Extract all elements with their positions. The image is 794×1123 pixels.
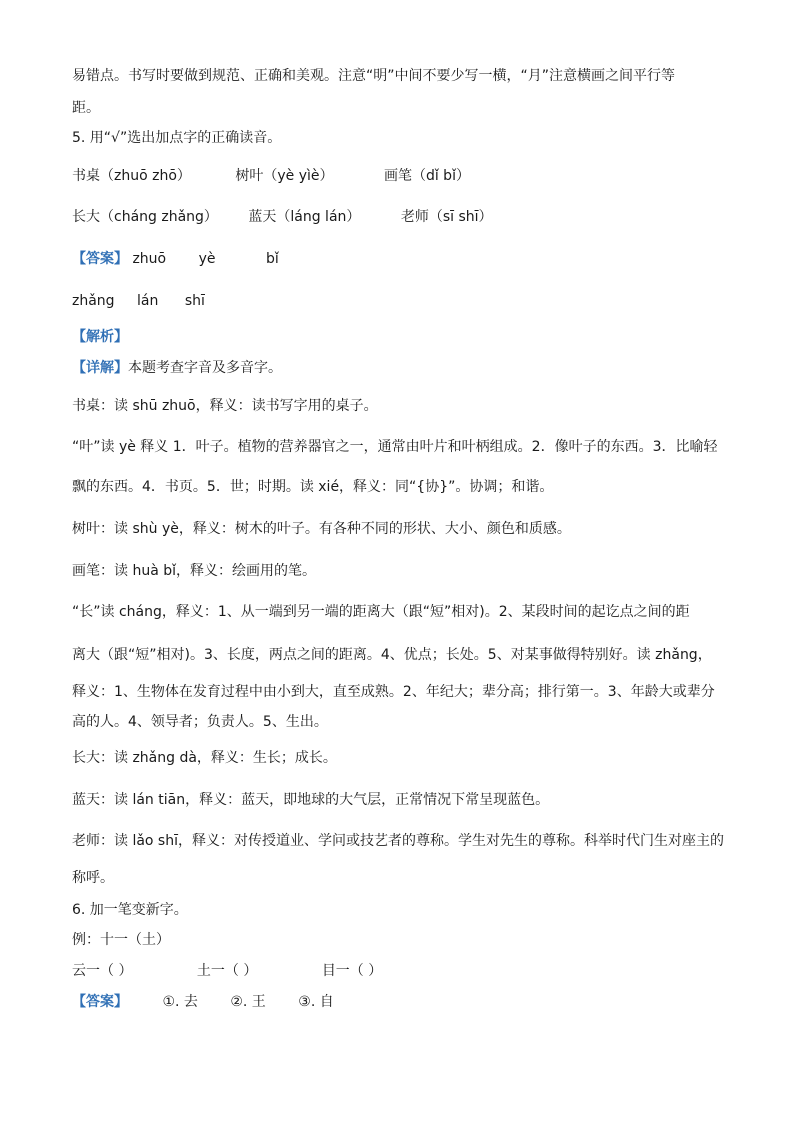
option-lantian: 蓝天（láng lán） — [248, 209, 361, 225]
explanation-line: 称呼。 — [72, 870, 114, 886]
answer-value: zhǎng — [72, 293, 115, 309]
explanation-line: 高的人。4、领导者；负责人。5、生出。 — [72, 714, 328, 730]
blank-item: 土一（ ） — [196, 963, 258, 979]
answer-value: bǐ — [265, 251, 279, 267]
answer-value: zhuō — [132, 251, 167, 267]
detail-text: 本题考查字音及多音字。 — [128, 360, 282, 376]
answer-line-1 — [72, 249, 279, 269]
text-line: 易错点。书写时要做到规范、正确和美观。注意“明”中间不要少写一横，“月”注意横画之间平行等 — [72, 68, 676, 84]
answer-line-2 — [72, 291, 205, 311]
explanation-line: 老师：读 lǎo shī，释义：对传授道业、学问或技艺者的尊称。学生对先生的尊称。科举时代门生对座主的 — [72, 833, 724, 849]
question-6-answer — [72, 992, 334, 1012]
explanation-line: 树叶：读 shù yè，释义：树木的叶子。有各种不同的形状、大小、颜色和质感。 — [72, 521, 571, 537]
explanation-line: 长大：读 zhǎng dà，释义：生长；成长。 — [72, 750, 337, 766]
explanation-line: “叶”读 yè 释义 1．叶子。植物的营养器官之一，通常由叶片和叶柄组成。2．像叶子的东西。3．比喻轻 — [72, 439, 718, 455]
explanation-line: 蓝天：读 lán tiān，释义：蓝天，即地球的大气层，正常情况下常呈现蓝色。 — [72, 792, 550, 808]
explanation-line: “长”读 cháng，释义：1、从一端到另一端的距离大（跟“短”相对)。2、某段时间的起讫点之间的距 — [72, 604, 690, 620]
detail-tag: 【详解】 — [72, 360, 128, 376]
explanation-line: 释义：1、生物体在发育过程中由小到大，直至成熟。2、年纪大；辈分高；排行第一。3、年龄大或辈分 — [72, 684, 715, 700]
option-zhangda: 长大（cháng zhǎng） — [72, 209, 218, 225]
analysis-tag: 【解析】 — [72, 329, 128, 345]
option-shuye: 树叶（yè yìè） — [235, 168, 334, 184]
question-5-title: 5. 用“√”选出加点字的正确读音。 — [72, 130, 282, 146]
explanation-line: 画笔：读 huà bǐ，释义：绘画用的笔。 — [72, 563, 317, 579]
option-laoshi: 老师（sī shī） — [400, 209, 493, 225]
answer-tag: 【答案】 — [72, 251, 128, 267]
detail-line — [72, 358, 282, 378]
answer-tag: 【答案】 — [72, 994, 128, 1010]
answer-value: lán — [137, 293, 159, 309]
question-6-items — [72, 961, 382, 981]
blank-item: 云一（ ） — [72, 963, 133, 979]
question-5-row-2 — [72, 207, 493, 227]
question-6-example: 例：十一（土） — [72, 932, 170, 948]
answer-value: ②. 王 — [230, 994, 266, 1010]
blank-item: 目一（ ） — [321, 963, 383, 979]
explanation-line: 书桌：读 shū zhuō，释义：读书写字用的桌子。 — [72, 398, 378, 414]
explanation-line: 离大（跟“短”相对)。3、长度，两点之间的距离。4、优点；长处。5、对某事做得特别好。读 zhǎng， — [72, 647, 712, 663]
option-shuzhuo: 书桌（zhuō zhō） — [72, 168, 191, 184]
answer-value: yè — [198, 251, 216, 267]
answer-value: ①. 去 — [162, 994, 198, 1010]
answer-value: ③. 自 — [298, 994, 334, 1010]
question-5-row-1 — [72, 166, 470, 186]
text-line: 距。 — [72, 100, 100, 116]
option-huabi: 画笔（dǐ bǐ） — [383, 168, 470, 184]
answer-value: shī — [184, 293, 205, 309]
question-6-title: 6. 加一笔变新字。 — [72, 902, 188, 918]
explanation-line: 飘的东西。4．书页。5．世；时期。读 xié，释义：同“{协}”。协调；和谐。 — [72, 479, 554, 495]
